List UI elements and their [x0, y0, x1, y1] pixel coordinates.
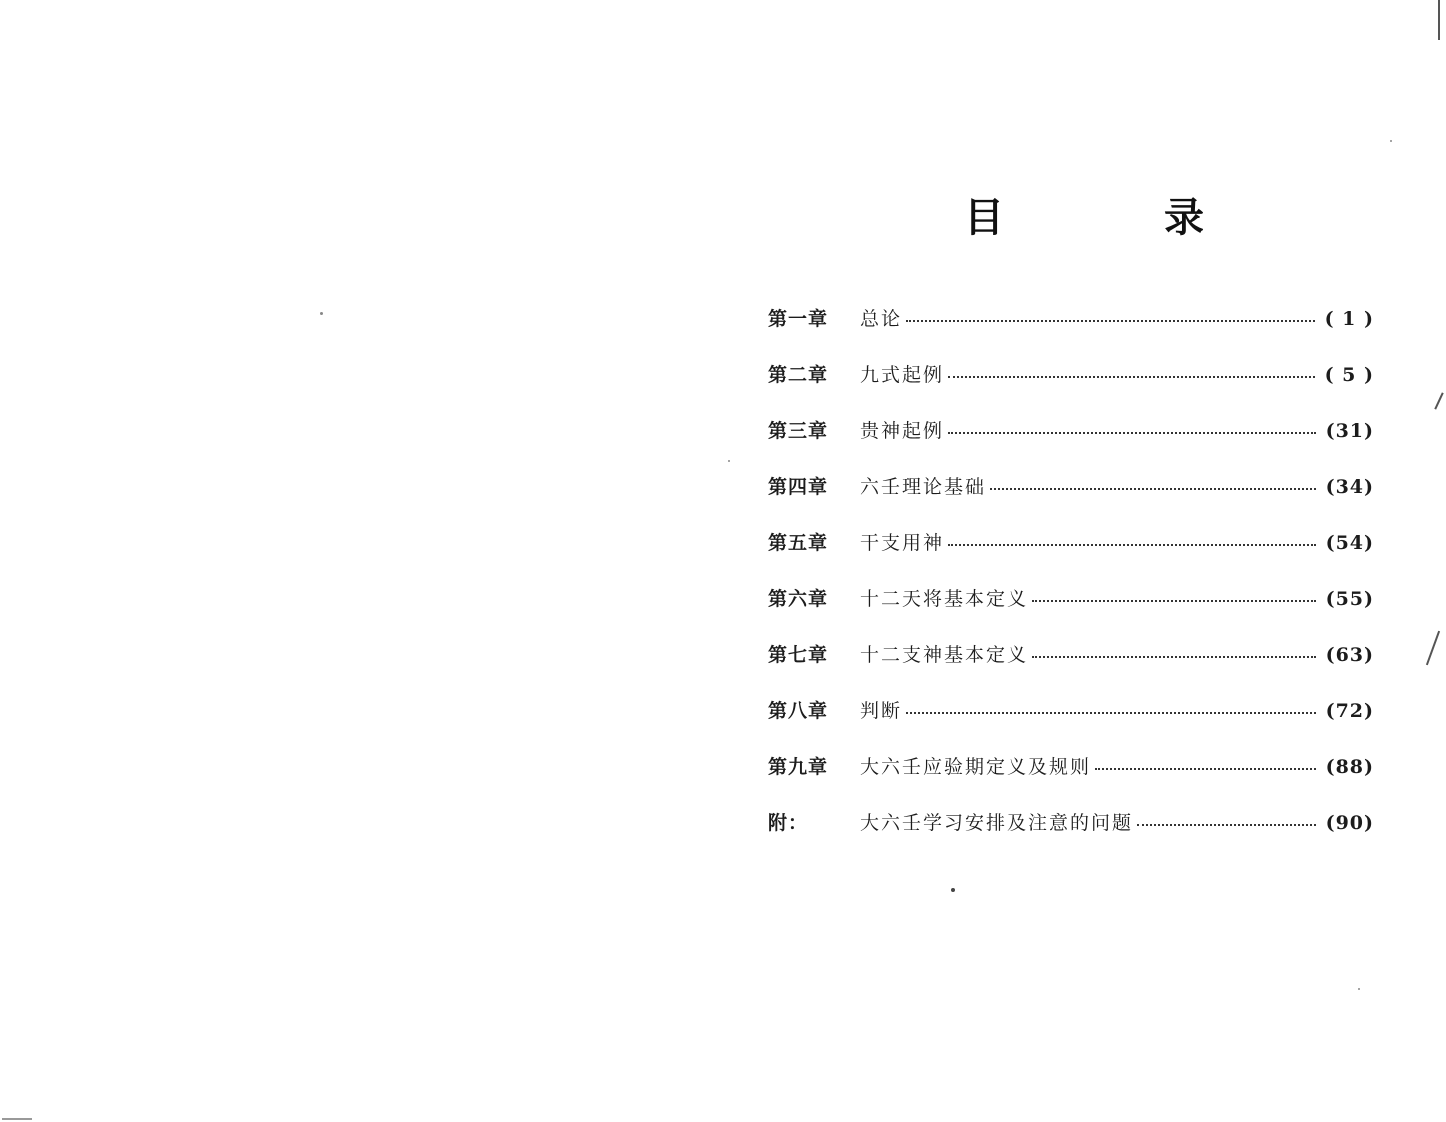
toc-entry[interactable] — [768, 515, 1374, 571]
toc-list — [768, 291, 1374, 851]
toc-chapter-name: 干支用神 — [860, 532, 945, 554]
toc-page-number: (72) — [1325, 700, 1374, 722]
toc-entry[interactable] — [768, 347, 1374, 403]
page-edge-mark — [1438, 0, 1440, 40]
toc-entry[interactable] — [768, 459, 1374, 515]
toc-dot-leader — [906, 712, 1316, 714]
toc-chapter-label: 第二章 — [768, 364, 829, 386]
toc-dot-leader — [1137, 824, 1316, 826]
toc-dot-leader — [1032, 656, 1316, 658]
toc-page-number: ( 1 ) — [1324, 308, 1374, 330]
toc-entry[interactable] — [768, 683, 1374, 739]
toc-entry[interactable] — [768, 291, 1374, 347]
toc-chapter-name: 十二天将基本定义 — [860, 588, 1029, 610]
toc-dot-leader — [1095, 768, 1316, 770]
toc-page-number: (63) — [1325, 644, 1374, 666]
toc-page-number: (31) — [1325, 420, 1374, 442]
toc-chapter-label: 第六章 — [768, 588, 829, 610]
toc-chapter-label: 第一章 — [768, 308, 829, 330]
toc-page-number: (55) — [1325, 588, 1374, 610]
paper-speck — [1390, 140, 1392, 142]
toc-entry[interactable] — [768, 571, 1374, 627]
toc-chapter-name: 大六壬学习安排及注意的问题 — [860, 812, 1134, 834]
page-edge-mark — [2, 1118, 32, 1122]
toc-dot-leader — [948, 544, 1316, 546]
toc-dot-leader — [948, 432, 1316, 434]
toc-page-number: (34) — [1325, 476, 1374, 498]
toc-page-number: (88) — [1325, 756, 1374, 778]
toc-entry[interactable] — [768, 627, 1374, 683]
toc-page-number: (90) — [1325, 812, 1374, 834]
paper-speck — [951, 888, 955, 892]
toc-dot-leader — [906, 320, 1315, 322]
toc-entry[interactable] — [768, 403, 1374, 459]
toc-page-number: (54) — [1325, 532, 1374, 554]
toc-entry[interactable] — [768, 739, 1374, 795]
toc-page-number: ( 5 ) — [1324, 364, 1374, 386]
paper-speck — [320, 312, 323, 315]
toc-chapter-name: 十二支神基本定义 — [860, 644, 1029, 666]
toc-chapter-label: 第九章 — [768, 756, 829, 778]
toc-chapter-label: 第四章 — [768, 476, 829, 498]
toc-chapter-name: 总论 — [860, 308, 903, 330]
toc-chapter-name: 九式起例 — [860, 364, 945, 386]
toc-entry[interactable] — [768, 795, 1374, 851]
toc-chapter-label: 第八章 — [768, 700, 829, 722]
toc-chapter-name: 六壬理论基础 — [860, 476, 987, 498]
toc-title-char-2: 录 — [1164, 193, 1204, 241]
toc-dot-leader — [990, 488, 1316, 490]
toc-title-char-1: 目 — [964, 193, 1004, 241]
toc-dot-leader — [1032, 600, 1316, 602]
toc-chapter-label: 附： — [768, 812, 809, 834]
toc-chapter-name: 判断 — [860, 700, 903, 722]
paper-speck — [728, 460, 730, 462]
toc-chapter-name: 贵神起例 — [860, 420, 945, 442]
toc-chapter-label: 第七章 — [768, 644, 829, 666]
toc-chapter-name: 大六壬应验期定义及规则 — [860, 756, 1092, 778]
toc-chapter-label: 第五章 — [768, 532, 829, 554]
toc-dot-leader — [948, 376, 1315, 378]
toc-title — [964, 186, 1204, 242]
toc-chapter-label: 第三章 — [768, 420, 829, 442]
paper-speck — [1358, 988, 1360, 990]
